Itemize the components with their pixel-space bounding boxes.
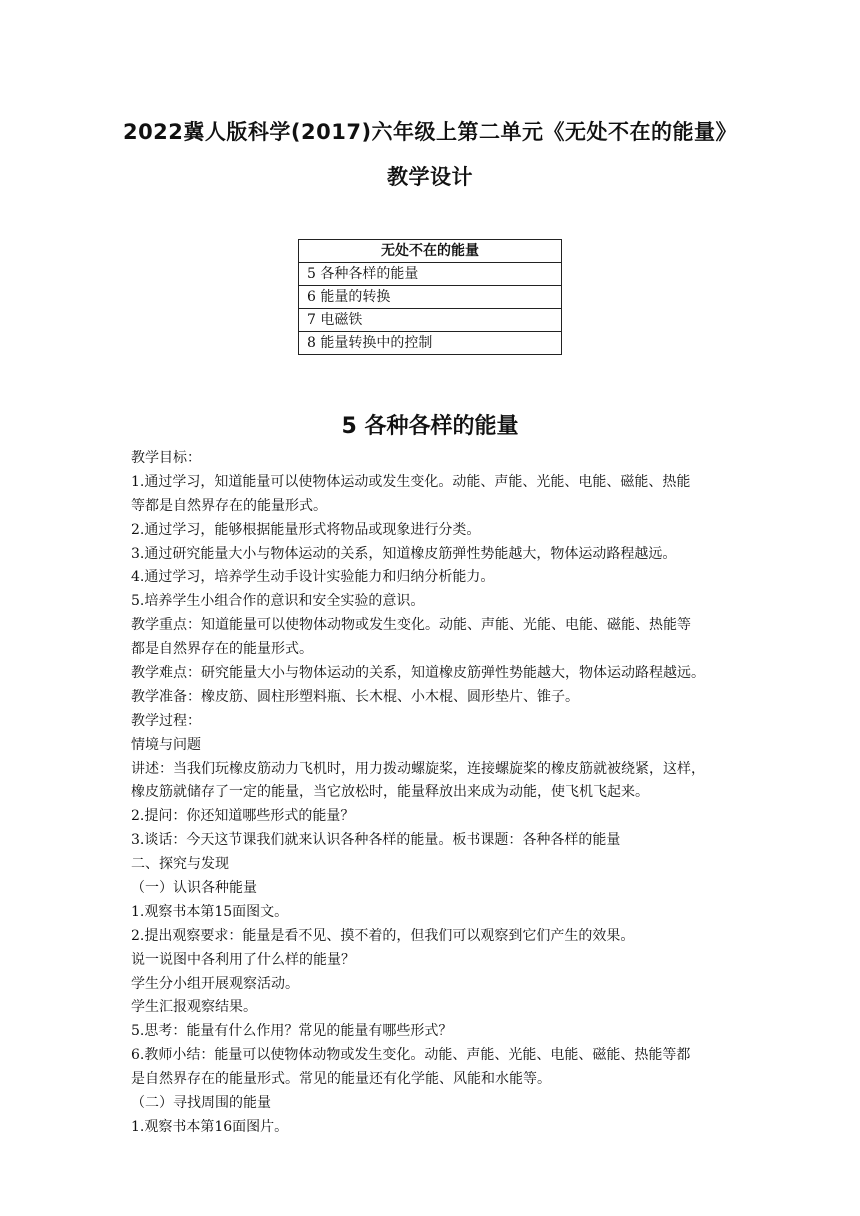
contents-item: 6 能量的转换 — [299, 286, 562, 309]
text-line: 1.通过学习，知道能量可以使物体运动或发生变化。动能、声能、光能、电能、磁能、热能 — [131, 473, 691, 490]
text-line: 3.谈话：今天这节课我们就来认识各种各样的能量。板书课题：各种各样的能量 — [131, 832, 621, 849]
text-line: 教学难点：研究能量大小与物体运动的关系，知道橡皮筋弹性势能越大，物体运动路程越远。 — [131, 665, 705, 682]
contents-item: 8 能量转换中的控制 — [299, 332, 562, 355]
text-line: 6.教师小结：能量可以使物体动物或发生变化。动能、声能、光能、电能、磁能、热能等都 — [131, 1047, 691, 1064]
contents-heading: 无处不在的能量 — [299, 240, 562, 263]
text-line: 学生汇报观察结果。 — [131, 999, 257, 1016]
text-line: 教学过程： — [131, 712, 201, 729]
text-line: 教学准备：橡皮筋、圆柱形塑料瓶、长木棍、小木棍、圆形垫片、锥子。 — [131, 688, 579, 705]
document-subtitle: 教学设计 — [387, 165, 473, 189]
text-line: 4.通过学习，培养学生动手设计实验能力和归纳分析能力。 — [131, 569, 495, 586]
text-line: 情境与问题 — [131, 736, 201, 753]
text-line: 讲述：当我们玩橡皮筋动力飞机时，用力拨动螺旋桨，连接螺旋桨的橡皮筋就被绕紧，这样， — [131, 760, 705, 777]
text-line: 5.培养学生小组合作的意识和安全实验的意识。 — [131, 593, 425, 610]
text-line: 都是自然界存在的能量形式。 — [131, 641, 313, 658]
text-line: 2.通过学习，能够根据能量形式将物品或现象进行分类。 — [131, 521, 481, 538]
text-line: 2.提问：你还知道哪些形式的能量？ — [131, 808, 355, 825]
text-line: 教学重点：知道能量可以使物体动物或发生变化。动能、声能、光能、电能、磁能、热能等 — [131, 617, 691, 634]
text-line: 橡皮筋就储存了一定的能量，当它放松时，能量释放出来成为动能，使飞机飞起来。 — [131, 784, 649, 801]
text-line: 是自然界存在的能量形式。常见的能量还有化学能、风能和水能等。 — [131, 1071, 551, 1088]
text-line: 2.提出观察要求：能量是看不见、摸不着的，但我们可以观察到它们产生的效果。 — [131, 927, 635, 944]
text-line: 等都是自然界存在的能量形式。 — [131, 497, 327, 514]
contents-item: 5 各种各样的能量 — [299, 263, 562, 286]
text-line: 学生分小组开展观察活动。 — [131, 975, 299, 992]
text-line: 二、探究与发现 — [131, 856, 229, 873]
lesson-title: 5 各种各样的能量 — [341, 414, 519, 439]
text-line: 1.观察书本第15面图文。 — [131, 903, 289, 920]
document-title: 2022冀人版科学(2017)六年级上第二单元《无处不在的能量》 — [122, 120, 738, 144]
text-line: （二）寻找周围的能量 — [131, 1095, 271, 1112]
lesson-body — [131, 447, 735, 1140]
text-line: 说一说图中各利用了什么样的能量？ — [131, 951, 355, 968]
text-line: 5.思考：能量有什么作用？常见的能量有哪些形式？ — [131, 1023, 453, 1040]
text-line: 3.通过研究能量大小与物体运动的关系，知道橡皮筋弹性势能越大，物体运动路程越远。 — [131, 545, 677, 562]
text-line: （一）认识各种能量 — [131, 880, 257, 897]
text-line: 1.观察书本第16面图片。 — [131, 1118, 289, 1135]
contents-item: 7 电磁铁 — [299, 309, 562, 332]
text-line: 教学目标： — [131, 450, 201, 466]
unit-contents-table — [298, 239, 562, 355]
